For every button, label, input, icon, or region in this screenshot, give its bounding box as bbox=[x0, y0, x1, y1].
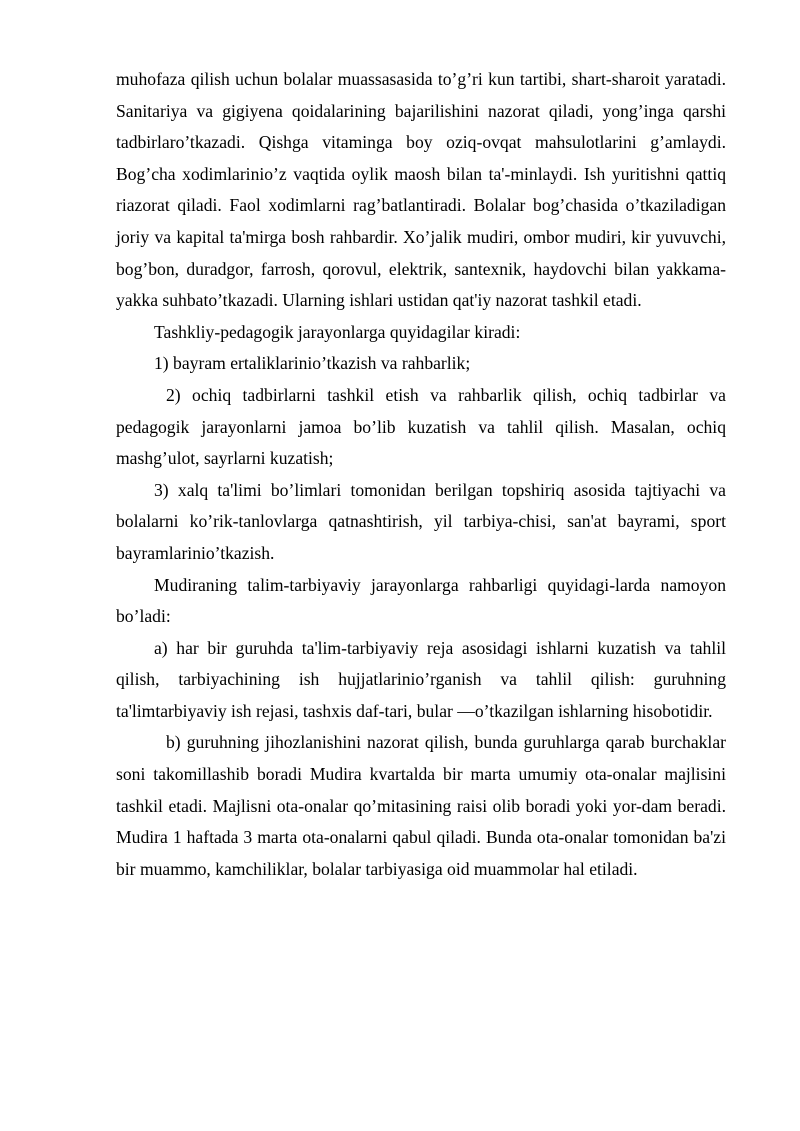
document-page bbox=[116, 64, 726, 885]
paragraph-continuation: muhofaza qilish uchun bolalar muassasasida to’g’ri kun tartibi, shart-sharoit yaratadi. Sanitariya va gigiyena qoidalarining bajarilishini nazorat qiladi, yong’inga qarshi tadbirlaro’tkazadi. Qishga vitaminga boy oziq-ovqat mahsulotlarini g’amlaydi. Bog’cha xodimlarinio’z vaqtida oylik maosh bilan ta'-minlaydi. Ish yuritishni qattiq riazorat qiladi. Faol xodimlarni rag’batlantiradi. Bolalar bog’chasida o’tkaziladigan joriy va kapital ta'mirga bosh rahbardir. Xo’jalik mudiri, ombor mudiri, kir yuvuvchi, bog’bon, duradgor, farrosh, qorovul, elektrik, santexnik, haydovchi bilan yakkama-yakka suhbato’tkazadi. Ularning ishlari ustidan qat'iy nazorat tashkil etadi. bbox=[116, 69, 726, 311]
list-item-b: b) guruhning jihozlanishini nazorat qilish, bunda guruhlarga qarab burchaklar soni takomillashib boradi Mudira kvartalda bir marta umumiy ota-onalar majlisini tashkil etadi. Majlisni ota-onalar qo’mitasining raisi olib boradi yoki yor-dam beradi. Mudira 1 haftada 3 marta ota-onalarni qabul qiladi. Bunda ota-onalar tomonidan ba'zi bir muammo, kamchiliklar, bolalar tarbiyasiga oid muammolar hal etiladi. bbox=[116, 732, 726, 879]
list-item-2: 2) ochiq tadbirlarni tashkil etish va rahbarlik qilish, ochiq tadbirlar va pedagogik jarayonlarni jamoa bo’lib kuzatish va tahlil qilish. Masalan, ochiq mashg’ulot, sayrlarni kuzatish; bbox=[116, 384, 726, 469]
list-item-a: a) har bir guruhda ta'lim-tarbiyaviy reja asosidagi ishlarni kuzatish va tahlil qilish, tarbiyachining ish hujjatlarinio’rganish va tahlil qilish: guruhning ta'limtarbiyaviy ish rejasi, tashxis daf-tari, bular —o’tkazilgan ishlarning hisobotidir. bbox=[116, 637, 726, 721]
list-item-1: 1) bayram ertaliklarinio’tkazish va rahbarlik; bbox=[154, 353, 471, 374]
list-item-3: 3) xalq ta'limi bo’limlari tomonidan berilgan topshiriq asosida tajtiyachi va bolalarni ko’rik-tanlovlarga qatnashtirish, yil tarbiya-chisi, san'at bayrami, sport bayramlarinio’tkazish. bbox=[116, 479, 726, 563]
paragraph-mudira-intro: Mudiraning talim-tarbiyaviy jarayonlarga rahbarligi quyidagi-larda namoyon bo’ladi: bbox=[116, 574, 726, 627]
paragraph-tashkiliy-intro: Tashkliy-pedagogik jarayonlarga quyidagilar kiradi: bbox=[154, 321, 521, 342]
